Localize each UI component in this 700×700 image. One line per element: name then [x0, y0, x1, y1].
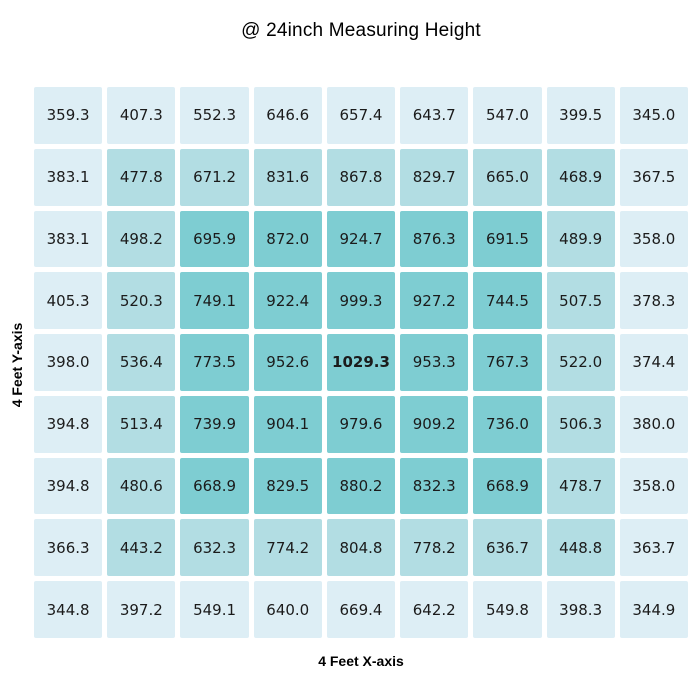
heatmap-cell: 671.2	[180, 149, 248, 206]
heatmap-cell: 363.7	[620, 519, 688, 576]
heatmap-cell: 480.6	[107, 458, 175, 515]
heatmap-cell: 924.7	[327, 211, 395, 268]
heatmap-cell: 669.4	[327, 581, 395, 638]
heatmap-cell: 358.0	[620, 458, 688, 515]
heatmap-cell: 744.5	[473, 272, 541, 329]
heatmap-cell: 640.0	[254, 581, 322, 638]
heatmap-cell: 778.2	[400, 519, 468, 576]
heatmap-cell: 506.3	[547, 396, 615, 453]
heatmap-cell: 632.3	[180, 519, 248, 576]
heatmap-cell: 398.3	[547, 581, 615, 638]
heatmap-cell: 922.4	[254, 272, 322, 329]
heatmap-cell: 344.8	[34, 581, 102, 638]
heatmap-cell: 345.0	[620, 87, 688, 144]
heatmap-cell: 909.2	[400, 396, 468, 453]
heatmap-cell: 695.9	[180, 211, 248, 268]
heatmap-cell: 876.3	[400, 211, 468, 268]
heatmap-cell: 489.9	[547, 211, 615, 268]
heatmap-cell: 668.9	[180, 458, 248, 515]
x-axis-label: 4 Feet X-axis	[318, 653, 404, 669]
heatmap-cell: 547.0	[473, 87, 541, 144]
heatmap-cell: 552.3	[180, 87, 248, 144]
heatmap-cell: 549.1	[180, 581, 248, 638]
heatmap-cell: 383.1	[34, 149, 102, 206]
heatmap-cell: 359.3	[34, 87, 102, 144]
heatmap-cell: 979.6	[327, 396, 395, 453]
heatmap-cell: 829.5	[254, 458, 322, 515]
heatmap-cell: 1029.3	[327, 334, 395, 391]
heatmap-cell: 498.2	[107, 211, 175, 268]
heatmap-cell: 366.3	[34, 519, 102, 576]
heatmap-cell: 399.5	[547, 87, 615, 144]
heatmap-cell: 367.5	[620, 149, 688, 206]
heatmap-cell: 407.3	[107, 87, 175, 144]
heatmap-cell: 880.2	[327, 458, 395, 515]
heatmap-cell: 513.4	[107, 396, 175, 453]
heatmap-cell: 642.2	[400, 581, 468, 638]
heatmap-cell: 358.0	[620, 211, 688, 268]
heatmap-cell: 999.3	[327, 272, 395, 329]
heatmap-grid	[34, 87, 688, 638]
heatmap-cell: 774.2	[254, 519, 322, 576]
heatmap-cell: 383.1	[34, 211, 102, 268]
heatmap-cell: 668.9	[473, 458, 541, 515]
heatmap-cell: 665.0	[473, 149, 541, 206]
heatmap-cell: 739.9	[180, 396, 248, 453]
heatmap-cell: 953.3	[400, 334, 468, 391]
heatmap-cell: 443.2	[107, 519, 175, 576]
heatmap-cell: 736.0	[473, 396, 541, 453]
heatmap-cell: 380.0	[620, 396, 688, 453]
heatmap-cell: 344.9	[620, 581, 688, 638]
heatmap-cell: 378.3	[620, 272, 688, 329]
heatmap-cell: 804.8	[327, 519, 395, 576]
heatmap-cell: 507.5	[547, 272, 615, 329]
heatmap-cell: 405.3	[34, 272, 102, 329]
heatmap-cell: 636.7	[473, 519, 541, 576]
heatmap-cell: 520.3	[107, 272, 175, 329]
heatmap-cell: 904.1	[254, 396, 322, 453]
heatmap-cell: 773.5	[180, 334, 248, 391]
heatmap-cell: 397.2	[107, 581, 175, 638]
heatmap-cell: 832.3	[400, 458, 468, 515]
heatmap-cell: 749.1	[180, 272, 248, 329]
heatmap-cell: 831.6	[254, 149, 322, 206]
heatmap-cell: 394.8	[34, 396, 102, 453]
heatmap-cell: 646.6	[254, 87, 322, 144]
heatmap-cell: 468.9	[547, 149, 615, 206]
chart-title: @ 24inch Measuring Height	[241, 20, 481, 41]
heatmap-cell: 374.4	[620, 334, 688, 391]
heatmap-cell: 522.0	[547, 334, 615, 391]
heatmap-cell: 477.8	[107, 149, 175, 206]
heatmap-cell: 478.7	[547, 458, 615, 515]
heatmap-cell: 691.5	[473, 211, 541, 268]
heatmap-cell: 549.8	[473, 581, 541, 638]
heatmap-cell: 643.7	[400, 87, 468, 144]
heatmap-cell: 394.8	[34, 458, 102, 515]
heatmap-cell: 767.3	[473, 334, 541, 391]
heatmap-cell: 829.7	[400, 149, 468, 206]
heatmap-cell: 927.2	[400, 272, 468, 329]
heatmap-cell: 657.4	[327, 87, 395, 144]
heatmap-cell: 536.4	[107, 334, 175, 391]
heatmap-cell: 398.0	[34, 334, 102, 391]
heatmap-cell: 867.8	[327, 149, 395, 206]
heatmap-cell: 872.0	[254, 211, 322, 268]
y-axis-label: 4 Feet Y-axis	[9, 322, 25, 408]
heatmap-cell: 448.8	[547, 519, 615, 576]
heatmap-cell: 952.6	[254, 334, 322, 391]
